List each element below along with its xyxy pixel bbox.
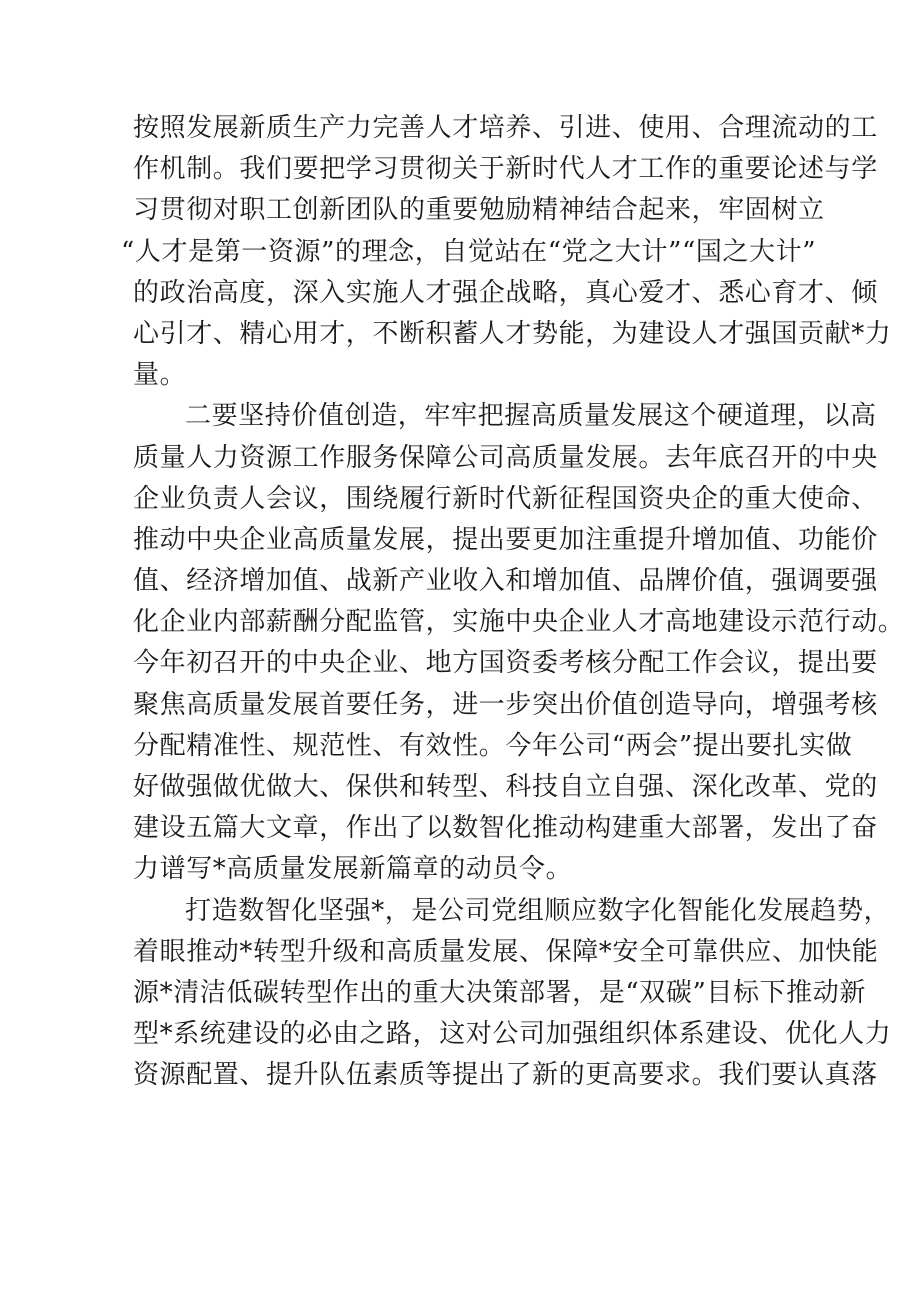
text-line: 型*系统建设的必由之路，这对公司加强组织体系建设、优化人力 <box>133 1019 892 1050</box>
text-line: 分配精准性、规范性、有效性。今年公司“两会”提出要扎实做 <box>133 730 853 761</box>
text-line: 作机制。我们要把学习贯彻关于新时代人才工作的重要论述与学 <box>133 154 878 185</box>
text-line: 质量人力资源工作服务保障公司高质量发展。去年底召开的中央 <box>133 442 878 473</box>
text-line: 打造数智化坚强*，是公司党组顺应数字化智能化发展趋势， <box>185 895 891 926</box>
text-line: 习贯彻对职工创新团队的重要勉励精神结合起来，牢固树立 <box>133 195 825 226</box>
text-line: 资源配置、提升队伍素质等提出了新的更高要求。我们要认真落 <box>133 1060 878 1091</box>
text-line: 按照发展新质生产力完善人才培养、引进、使用、合理流动的工 <box>133 113 878 143</box>
text-line: 二要坚持价值创造，牢牢把握高质量发展这个硬道理，以高 <box>185 401 877 432</box>
text-line: 聚焦高质量发展首要任务，进一步突出价值创造导向，增强考核 <box>133 689 878 720</box>
text-line: 建设五篇大文章，作出了以数智化推动构建重大部署，发出了奋 <box>133 813 878 844</box>
text-line: 今年初召开的中央企业、地方国资委考核分配工作会议，提出要 <box>133 648 878 679</box>
text-line: 值、经济增加值、战新产业收入和增加值、品牌价值，强调要强 <box>133 566 878 597</box>
text-line: 量。 <box>133 360 187 391</box>
text-line: 企业负责人会议，围绕履行新时代新征程国资央企的重大使命、 <box>133 483 878 514</box>
text-line: 心引才、精心用才，不断积蓄人才势能，为建设人才强国贡献*力 <box>133 318 892 349</box>
text-line: 着眼推动*转型升级和高质量发展、保障*安全可靠供应、加快能 <box>133 936 879 967</box>
text-line: 好做强做优做大、保供和转型、科技自立自强、深化改革、党的 <box>133 772 878 802</box>
text-line: 力谱写*高质量发展新篇章的动员令。 <box>133 854 573 885</box>
document-body <box>121 108 905 1097</box>
text-line: 化企业内部薪酬分配监管，实施中央企业人才高地建设示范行动。 <box>133 607 905 638</box>
text-line: “人才是第一资源”的理念，自觉站在“党之大计”“国之大计” <box>121 236 817 267</box>
text-line: 的政治高度，深入实施人才强企战略，真心爱才、悉心育才、倾 <box>133 277 878 308</box>
text-line: 源*清洁低碳转型作出的重大决策部署，是“双碳”目标下推动新 <box>133 977 866 1008</box>
text-line: 推动中央企业高质量发展，提出要更加注重提升增加值、功能价 <box>133 524 878 555</box>
